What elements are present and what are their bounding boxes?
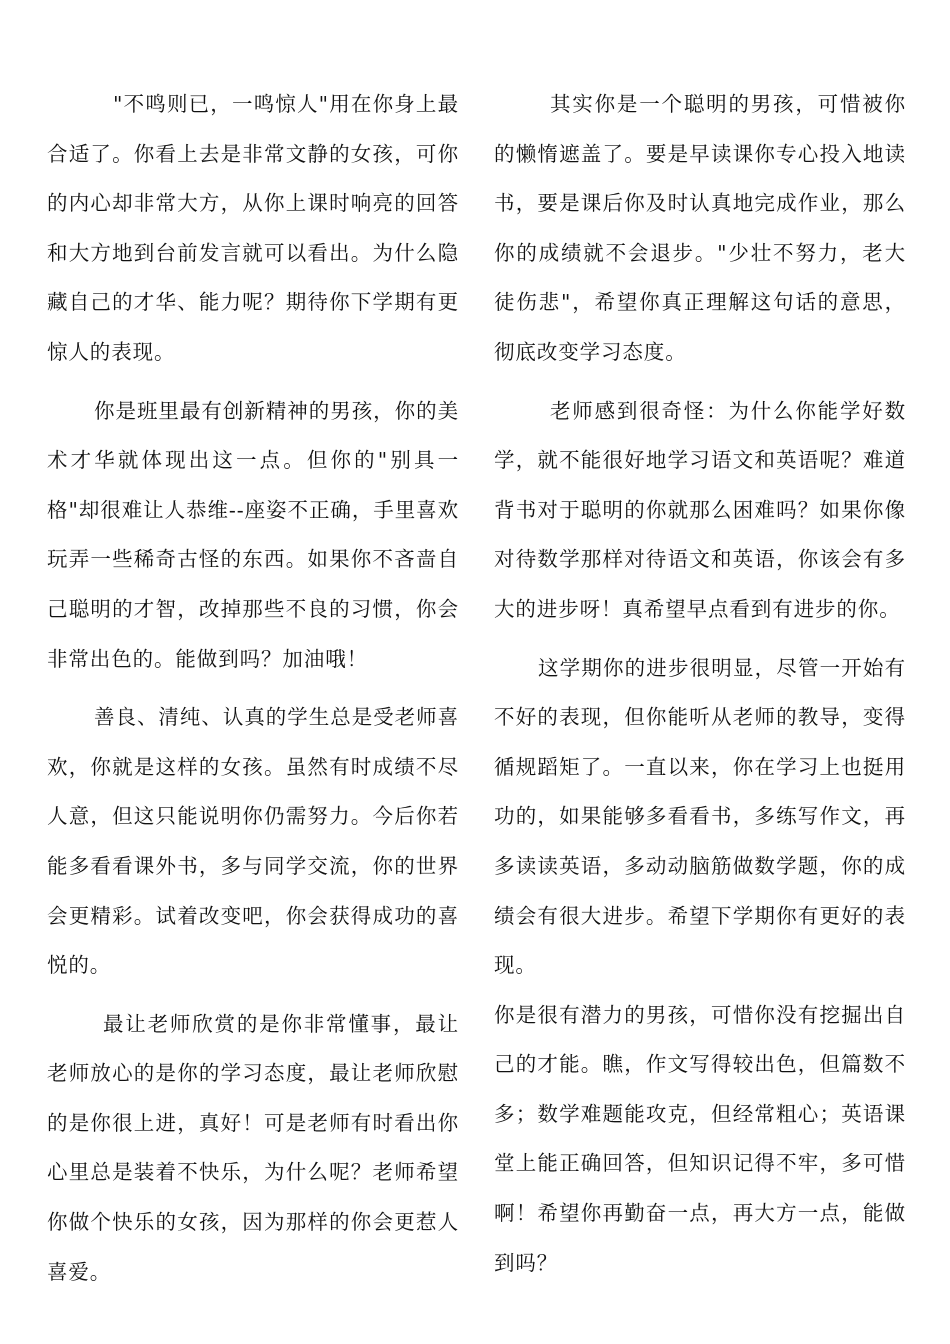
comment-paragraph: 其实你是一个聪明的男孩，可惜被你的懒惰遮盖了。要是早读课你专心投入地读书，要是课后你及时认真地完成作业，那么你的成绩就不会退步。"少壮不努力，老大徒伤悲"，希望你真正理解这句话的意思，彻底改变学习态度。 [494,92,906,364]
comment-paragraph: 你是很有潜力的男孩，可惜你没有挖掘出自己的才能。瞧，作文写得较出色，但篇数不多；数学难题能攻克，但经常粗心；英语课堂上能正确回答，但知识记得不牢，多可惜啊！希望你再勤奋一点，再大方一点，能做到吗？ [494,1002,906,1275]
comment-paragraph: 你是班里最有创新精神的男孩，你的美术才华就体现出这一点。但你的"别具一格"却很难让人恭维--座姿不正确，手里喜欢玩弄一些稀奇古怪的东西。如果你不吝啬自己聪明的才智，改掉那些不良的习惯，你会非常出色的。能做到吗？加油哦！ [47,398,459,671]
comment-paragraph: "不鸣则已，一鸣惊人"用在你身上最合适了。你看上去是非常文静的女孩，可你的内心却非常大方，从你上课时响亮的回答和大方地到台前发言就可以看出。为什么隐藏自己的才华、能力呢？期待你下学期有更惊人的表现。 [47,92,459,364]
comment-paragraph: 这学期你的进步很明显，尽管一开始有不好的表现，但你能听从老师的教导，变得循规蹈矩了。一直以来，你在学习上也挺用功的，如果能够多看看书，多练写作文，再多读读英语，多动动脑筋做数学题，你的成绩会有很大进步。希望下学期你有更好的表现。 [494,655,906,978]
comment-paragraph: 善良、清纯、认真的学生总是受老师喜欢，你就是这样的女孩。虽然有时成绩不尽人意，但这只能说明你仍需努力。今后你若能多看看课外书，多与同学交流，你的世界会更精彩。试着改变吧，你会获得成功的喜悦的。 [47,705,459,978]
comment-paragraph: 老师感到很奇怪：为什么你能学好数学，就不能很好地学习语文和英语呢？难道背书对于聪明的你就那么困难吗？如果你像对待数学那样对待语文和英语，你该会有多大的进步呀！真希望早点看到有进步的你。 [494,398,906,621]
left-column [47,80,459,1306]
right-column [494,80,906,1297]
comment-paragraph: 最让老师欣赏的是你非常懂事，最让老师放心的是你的学习态度，最让老师欣慰的是你很上进，真好！可是老师有时看出你心里总是装着不快乐，为什么呢？老师希望你做个快乐的女孩，因为那样的你会更惹人喜爱。 [47,1011,459,1284]
